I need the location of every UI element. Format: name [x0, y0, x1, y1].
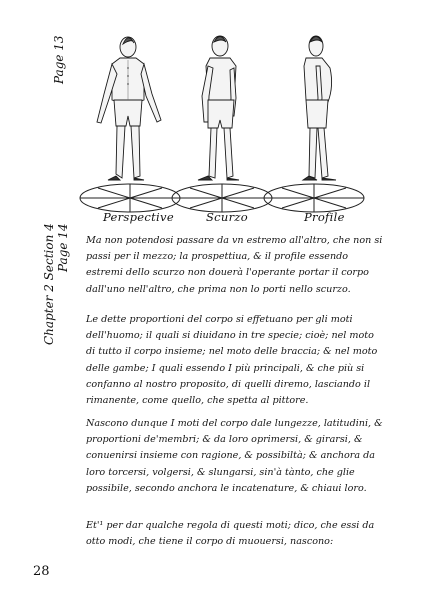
- figure-profile: [303, 36, 336, 180]
- figure-label-perspective: Perspective: [103, 210, 174, 224]
- three-figure-illustration: [78, 30, 368, 230]
- side-chapter-reference: Chapter 2 Section 4: [42, 223, 56, 345]
- body-paragraph: Et'¹ per dar qualche regola di questi moti; dico, che essi da otto modi, che tiene il corpo di muouersi, nascono:: [86, 520, 375, 548]
- side-page-reference-top: Page 13: [52, 35, 66, 84]
- body-paragraph: Le dette proportioni del corpo si effetuano per gli moti dell'huomo; il quali si diuidano in tre specie; cioè; nel moto di tutto il corpo insieme; nel moto delle braccia; & nel moto delle gambe; I quali essendo I più principali, & che più si confanno al nostro proposito, di quelli diremo, lasciando il rimanente, come quello, che spetta al pittore.: [86, 314, 378, 407]
- figure-perspective: [97, 37, 161, 180]
- body-paragraph: Ma non potendosi passare da vn estremo all'altro, che non si passi per il mezzo; la prospettiua, & il profile essendo estremi dello scurzo non douerà l'operante portar il corpo dall'uno nell'altro, che prima non lo porti nello scurzo.: [86, 235, 383, 295]
- figure-label-profile: Profile: [304, 210, 345, 224]
- figure-label-scurzo: Scurzo: [206, 210, 249, 224]
- page-number: 28: [33, 564, 50, 579]
- figure-scurzo: [198, 36, 239, 180]
- side-page-reference-mid: Page 14: [56, 223, 70, 272]
- body-paragraph: Nascono dunque I moti del corpo dale lungezze, latitudini, & proportioni de'membri; & da loro oprimersi, & girarsi, & conuenirsi insieme con ragione, & possibiltà; & anchora da loro torcersi, volgersi, & slungarsi, sin'à tànto, che glie possibile, secondo anchora le incatenature, & chiaui loro.: [86, 418, 383, 494]
